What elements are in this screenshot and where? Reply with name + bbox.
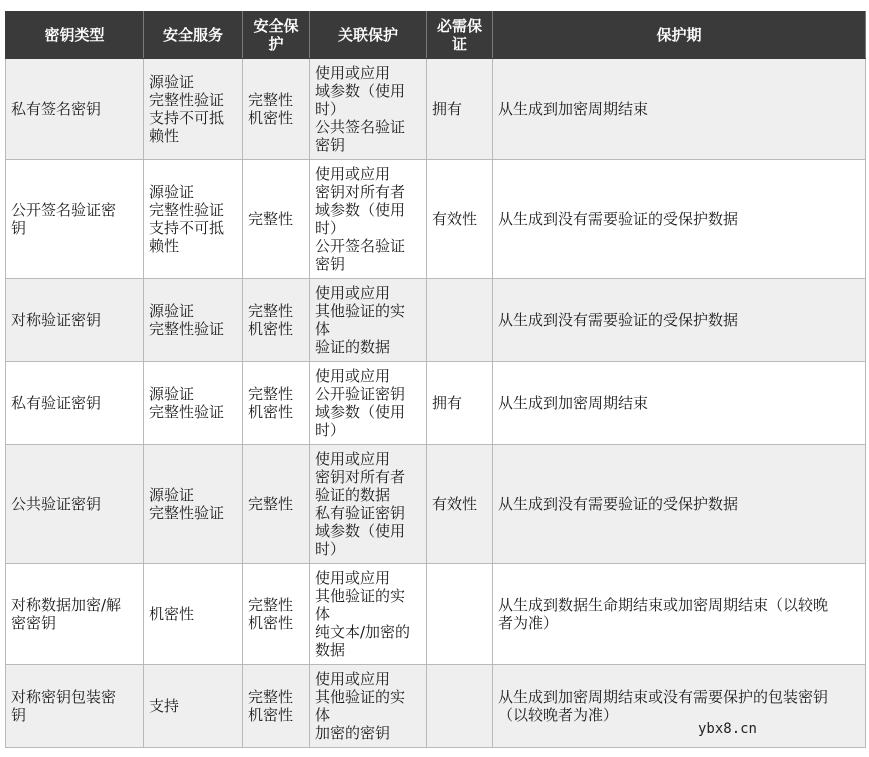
cell-required-assurance (427, 564, 493, 665)
site-watermark: ybx8.cn (697, 721, 757, 737)
cell-protection-period: 从生成到加密周期结束 (493, 59, 866, 160)
cell-associated-protection: 使用或应用 其他验证的实 体 加密的密钥 (310, 665, 427, 748)
cell-security-protection: 完整性 (243, 445, 310, 564)
cell-associated-protection: 使用或应用 域参数（使用 时） 公共签名验证 密钥 (310, 59, 427, 160)
cell-protection-period: 从生成到没有需要验证的受保护数据 (493, 279, 866, 362)
cell-security-service: 源验证 完整性验证 (144, 279, 243, 362)
cell-security-protection: 完整性 机密性 (243, 665, 310, 748)
table-row (6, 279, 866, 362)
cell-security-service: 支持 (144, 665, 243, 748)
cell-protection-period: 从生成到加密周期结束或没有需要保护的包装密钥 （以较晚者为准） (493, 665, 866, 748)
cell-protection-period: 从生成到没有需要验证的受保护数据 (493, 160, 866, 279)
cell-protection-period: 从生成到加密周期结束 (493, 362, 866, 445)
table-row (6, 445, 866, 564)
cell-security-service: 机密性 (144, 564, 243, 665)
cell-key-type: 对称密钥包装密 钥 (6, 665, 144, 748)
cell-required-assurance (427, 279, 493, 362)
header-security-service: 安全服务 (144, 12, 243, 59)
cell-required-assurance (427, 665, 493, 748)
cell-security-service: 源验证 完整性验证 支持不可抵 赖性 (144, 59, 243, 160)
cell-protection-period: 从生成到数据生命期结束或加密周期结束（以较晚 者为准） (493, 564, 866, 665)
header-required-assurance: 必需保 证 (427, 12, 493, 59)
cell-key-type: 对称验证密钥 (6, 279, 144, 362)
cell-security-protection: 完整性 (243, 160, 310, 279)
cell-required-assurance: 有效性 (427, 160, 493, 279)
header-associated-protection: 关联保护 (310, 12, 427, 59)
cell-associated-protection: 使用或应用 其他验证的实 体 纯文本/加密的 数据 (310, 564, 427, 665)
cell-key-type: 对称数据加密/解 密密钥 (6, 564, 144, 665)
cell-key-type: 私有签名密钥 (6, 59, 144, 160)
header-security-protection: 安全保 护 (243, 12, 310, 59)
cell-required-assurance: 拥有 (427, 362, 493, 445)
table-row (6, 59, 866, 160)
cell-required-assurance: 有效性 (427, 445, 493, 564)
cell-security-service: 源验证 完整性验证 (144, 362, 243, 445)
table-row (6, 160, 866, 279)
cell-associated-protection: 使用或应用 密钥对所有者 验证的数据 私有验证密钥 域参数（使用 时） (310, 445, 427, 564)
cell-security-protection: 完整性 机密性 (243, 564, 310, 665)
cell-protection-period: 从生成到没有需要验证的受保护数据 (493, 445, 866, 564)
cell-security-protection: 完整性 机密性 (243, 362, 310, 445)
cell-associated-protection: 使用或应用 公开验证密钥 域参数（使用 时） (310, 362, 427, 445)
header-protection-period: 保护期 (493, 12, 866, 59)
table-row (6, 564, 866, 665)
table-row (6, 362, 866, 445)
key-protection-table (5, 11, 866, 748)
header-row (6, 12, 866, 59)
cell-required-assurance: 拥有 (427, 59, 493, 160)
cell-security-protection: 完整性 机密性 (243, 59, 310, 160)
cell-associated-protection: 使用或应用 其他验证的实 体 验证的数据 (310, 279, 427, 362)
cell-key-type: 私有验证密钥 (6, 362, 144, 445)
cell-associated-protection: 使用或应用 密钥对所有者 域参数（使用 时） 公开签名验证 密钥 (310, 160, 427, 279)
cell-security-protection: 完整性 机密性 (243, 279, 310, 362)
cell-security-service: 源验证 完整性验证 支持不可抵 赖性 (144, 160, 243, 279)
cell-key-type: 公共验证密钥 (6, 445, 144, 564)
cell-key-type: 公开签名验证密 钥 (6, 160, 144, 279)
cell-security-service: 源验证 完整性验证 (144, 445, 243, 564)
header-key-type: 密钥类型 (6, 12, 144, 59)
